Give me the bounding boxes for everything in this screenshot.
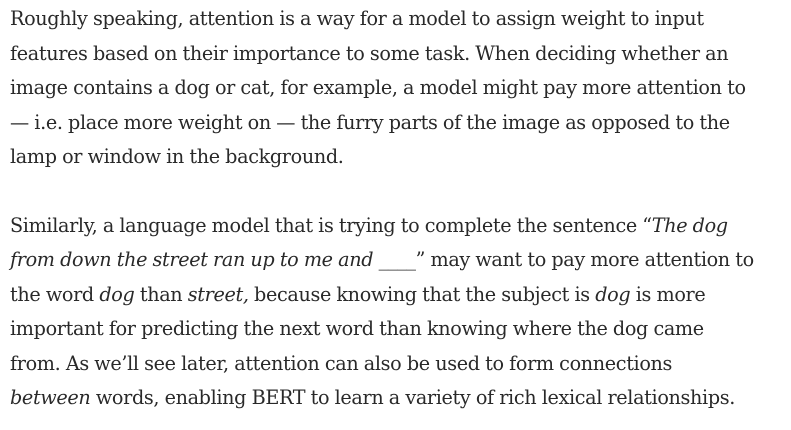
italic-text: dog [595, 282, 631, 306]
text-run: Roughly speaking, attention is a way for a model to assign weight to input [10, 7, 704, 30]
paragraph-language-model-example [10, 209, 781, 416]
text-run: image contains a dog or cat, for example, a model might pay more attention to [10, 76, 746, 99]
text-line [10, 312, 781, 347]
paragraph-attention-definition [10, 2, 781, 175]
text-line [10, 71, 781, 106]
text-line [10, 278, 781, 313]
italic-text: street, [187, 282, 249, 306]
text-run: the word [10, 282, 100, 306]
text-line [10, 37, 781, 72]
italic-text: The dog [651, 213, 728, 237]
text-run: features based on their importance to some task. When deciding whether an [10, 41, 729, 65]
text-line [10, 2, 781, 37]
text-line [10, 381, 781, 416]
text-line [10, 243, 781, 278]
text-line [10, 106, 781, 141]
text-line [10, 347, 781, 382]
text-run: important for predicting the next word than knowing where the dog came [10, 317, 704, 340]
text-line [10, 209, 781, 244]
text-run: ” may want to pay more attention to [415, 248, 754, 271]
italic-text: dog [99, 282, 135, 306]
text-run: — i.e. place more weight on — the furry parts of the image as opposed to the [10, 110, 730, 134]
text-run: is more [630, 282, 706, 306]
italic-text: between [10, 386, 91, 409]
text-run: Similarly, a language model that is trying to complete the sentence “ [10, 213, 652, 237]
text-run: from. As we’ll see later, attention can also be used to form connections [10, 351, 673, 375]
text-run: because knowing that the subject is [248, 282, 596, 306]
text-run: words, enabling BERT to learn a variety of rich lexical relationships. [90, 386, 735, 409]
text-run: than [134, 282, 188, 306]
italic-text: from down the street ran up to me and ____ [10, 248, 416, 271]
text-line [10, 140, 781, 175]
text-run: lamp or window in the background. [10, 145, 344, 168]
